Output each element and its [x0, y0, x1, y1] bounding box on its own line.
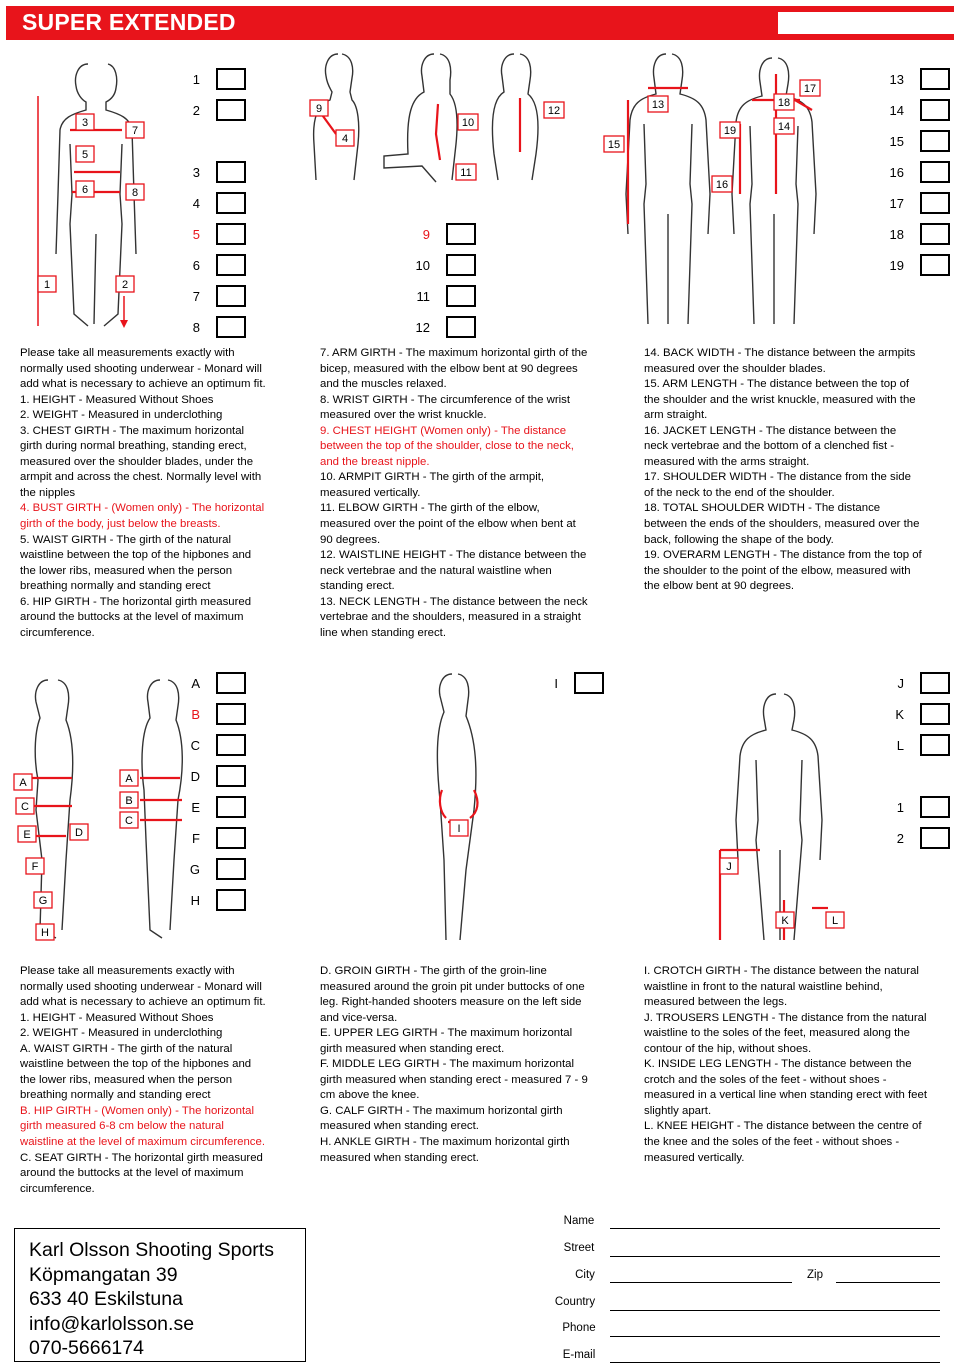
tag-H [36, 924, 54, 940]
measure-label: 7 [192, 289, 200, 304]
svg-text:H: H [41, 927, 49, 939]
text-line: waistline to the soles of the feet, measured along the [644, 1027, 910, 1040]
text-line: F. MIDDLE LEG GIRTH - The maximum horizontal [320, 1058, 575, 1071]
text-line: circumference. [20, 626, 95, 639]
tag-A [14, 774, 32, 790]
text-line: breathing normally and standing erect [20, 580, 211, 593]
measure-label: 15 [889, 134, 904, 149]
text-line: measured over the point of the elbow when bent at [320, 518, 576, 531]
figure-bent-arm [384, 54, 457, 182]
text-line: of the neck to the end of the shoulder. [644, 486, 835, 499]
form-phone-label: Phone [562, 1322, 596, 1334]
address-city: 633 40 Eskilstuna [29, 1288, 183, 1310]
top-text-col2 [320, 346, 588, 641]
text-line: 7. ARM GIRTH - The maximum horizontal girth of the [320, 347, 588, 359]
form-name-field[interactable] [610, 1228, 940, 1229]
measure-label: 2 [192, 103, 200, 118]
text-line: A. WAIST GIRTH - The girth of the natural [20, 1042, 233, 1055]
bottom-fig4-tags [720, 858, 844, 928]
page-title: SUPER EXTENDED [22, 9, 236, 35]
form-street-label: Street [563, 1242, 595, 1254]
svg-text:6: 6 [81, 184, 89, 196]
text-line: measured between the legs. [644, 996, 788, 1009]
address-street: Köpmangatan 39 [29, 1263, 178, 1286]
measure-label: 13 [889, 72, 904, 87]
svg-text:2: 2 [121, 279, 129, 291]
measure-label: 12 [415, 320, 430, 335]
text-line: contour of the hip, without shoes. [644, 1042, 812, 1055]
top-figures [0, 44, 960, 336]
text-line: 90 degrees. [320, 533, 381, 546]
top-fig3-tags [456, 114, 478, 180]
tag-J [720, 858, 738, 874]
text-line: 6. HIP GIRTH - The horizontal girth measured [20, 595, 252, 608]
form-street-field[interactable] [610, 1256, 940, 1257]
text-line: B. HIP GIRTH - (Women only) - The horizontal [20, 1104, 255, 1117]
bottom-text-col2 [320, 964, 588, 1166]
address-company: Karl Olsson Shooting Sports [29, 1239, 274, 1261]
text-line: J. TROUSERS LENGTH - The distance from the natural [644, 1011, 927, 1024]
text-line: normally used shooting underwear - Monard will [20, 362, 262, 375]
text-line: 12. WAISTLINE HEIGHT - The distance between the [320, 549, 587, 562]
svg-text:4: 4 [341, 133, 349, 145]
tag-2 [116, 276, 134, 292]
text-line: measured vertically. [644, 1151, 745, 1164]
svg-text:F: F [31, 861, 39, 873]
tag-C2 [120, 812, 138, 828]
text-line: measured vertically. [320, 486, 421, 499]
text-line: arm straight. [644, 409, 708, 422]
text-line: girth of the body, just below the breasts. [20, 518, 221, 531]
measure-label: 19 [889, 258, 904, 273]
top-fig6-tags [712, 80, 820, 192]
text-line: 10. ARMPIT GIRTH - The girth of the armpit, [320, 471, 545, 484]
svg-text:B: B [125, 795, 133, 807]
svg-text:18: 18 [777, 97, 791, 109]
text-line: and the breast nipple. [320, 455, 430, 468]
text-line: 16. JACKET LENGTH - The distance between the [644, 424, 897, 437]
figure-side-torso [314, 54, 359, 180]
measure-label: K [895, 707, 904, 722]
text-line: D. GROIN GIRTH - The girth of the groin-line [320, 965, 547, 977]
measure-label: C [190, 738, 200, 753]
measure-label: I [554, 676, 558, 691]
text-line: cm above the knee. [320, 1089, 420, 1102]
text-line: 15. ARM LENGTH - The distance between the top of [644, 378, 910, 391]
text-line: waistline at the level of maximum circumference. [20, 1136, 265, 1149]
text-line: waistline in front to the natural waistline behind, [644, 980, 883, 993]
text-line: 2. WEIGHT - Measured in underclothing [20, 409, 223, 422]
top-fig2-tags [310, 100, 354, 146]
text-line: girth during normal breathing, standing erect, [20, 440, 247, 453]
text-line: add what is necessary to achieve an optimum fit. [20, 996, 266, 1009]
text-line: 1. HEIGHT - Measured Without Shoes [20, 393, 214, 406]
form-city-label: City [575, 1269, 595, 1281]
text-line: breathing normally and standing erect [20, 1089, 211, 1102]
measure-label: D [190, 769, 200, 784]
text-line: neck vertebrae and the natural waistline when [320, 564, 552, 577]
tag-E [18, 826, 36, 842]
form-name-label: Name [563, 1215, 595, 1227]
measure-label: E [191, 800, 200, 815]
svg-text:10: 10 [461, 117, 475, 129]
text-line: slightly apart. [644, 1104, 712, 1117]
svg-text:12: 12 [547, 105, 561, 117]
text-line: I. CROTCH GIRTH - The distance between the natural [644, 965, 919, 977]
measure-label: 4 [192, 196, 200, 211]
tag-18 [774, 94, 794, 110]
svg-text:L: L [831, 915, 839, 927]
text-line: girth measured 6-8 cm below the natural [20, 1120, 224, 1133]
svg-text:15: 15 [607, 139, 621, 151]
text-line: leg. Right-handed shooters measure on the left side [320, 996, 582, 1009]
svg-text:9: 9 [315, 103, 323, 115]
text-line: the shoulder to the point of the elbow, measured with [644, 564, 911, 577]
text-line: measured over the shoulder blades. [644, 362, 826, 375]
measure-label: B [191, 707, 200, 722]
tag-6 [76, 181, 94, 197]
top-fig4-tags [544, 102, 564, 118]
text-line: G. CALF GIRTH - The maximum horizontal girth [320, 1104, 563, 1117]
text-line: 17. SHOULDER WIDTH - The distance from the side [644, 471, 911, 484]
svg-text:I: I [457, 823, 461, 835]
measure-label: 5 [192, 227, 200, 242]
form-country-field[interactable] [610, 1310, 940, 1311]
text-line: 4. BUST GIRTH - (Women only) - The horizontal [20, 502, 265, 515]
bottom-text-col3 [644, 964, 927, 1166]
text-line: between the top of the shoulder, close to the neck, [320, 440, 574, 453]
measure-label: F [192, 831, 200, 846]
svg-text:J: J [726, 861, 732, 873]
figure-back-torso [492, 54, 537, 180]
tag-19 [720, 122, 740, 138]
text-line: crotch and the soles of the feet - without shoes - [644, 1073, 887, 1086]
tag-17 [800, 80, 820, 96]
svg-text:17: 17 [803, 83, 817, 95]
measure-label: 14 [889, 103, 904, 118]
measure-label: 2 [896, 831, 904, 846]
bottom-figures [0, 660, 960, 960]
text-line: E. UPPER LEG GIRTH - The maximum horizontal [320, 1027, 573, 1040]
form-email-label: E-mail [562, 1349, 596, 1361]
svg-text:A: A [19, 777, 27, 789]
tag-13 [648, 96, 668, 112]
tag-I [450, 820, 468, 836]
svg-text:5: 5 [81, 149, 89, 161]
svg-text:7: 7 [131, 125, 139, 137]
tag-F [26, 858, 44, 874]
bottom-fig2-tags [120, 770, 138, 828]
text-line: measured with the arms straight. [644, 455, 810, 468]
tag-8 [126, 184, 144, 200]
measure-label: 1 [896, 800, 904, 815]
text-line: the lower ribs, measured when the person [20, 564, 233, 577]
text-line: the elbow bent at 90 degrees. [644, 580, 795, 593]
text-line: girth measured when standing erect. [320, 1042, 505, 1055]
text-line: and the muscles relaxed. [320, 378, 447, 391]
tag-9 [310, 100, 328, 116]
text-line: neck vertebrae and the bottom of a clenched fist - [644, 440, 895, 453]
text-line: between the ends of the shoulders, measured over the [644, 518, 920, 531]
text-line: line when standing erect. [320, 626, 447, 639]
address-box [14, 1228, 306, 1362]
text-line: 3. CHEST GIRTH - The maximum horizontal [20, 424, 245, 437]
text-line: C. SEAT GIRTH - The horizontal girth measured [20, 1151, 263, 1164]
measure-label: 16 [889, 165, 904, 180]
top-fig1-tags [38, 114, 144, 292]
address-lines [29, 1238, 274, 1361]
text-line: the knee and the soles of the feet - without shoes - [644, 1136, 900, 1149]
text-line: 8. WRIST GIRTH - The circumference of the wrist [320, 393, 571, 406]
text-line: bicep, measured with the elbow bent at 90 degrees [320, 362, 578, 375]
svg-text:3: 3 [81, 117, 89, 129]
text-line: 2. WEIGHT - Measured in underclothing [20, 1027, 223, 1040]
form-zip-field[interactable] [836, 1282, 940, 1283]
text-line: add what is necessary to achieve an optimum fit. [20, 378, 266, 391]
measure-label: H [190, 893, 200, 908]
svg-text:C: C [125, 815, 133, 827]
text-line: the nipples [20, 486, 76, 499]
svg-text:E: E [23, 829, 31, 841]
top-text-col3 [644, 346, 922, 595]
form-zip-label: Zip [807, 1269, 823, 1281]
text-line: vertebrae and the shoulders, measured in a straight [320, 611, 581, 624]
text-line: 9. CHEST HEIGHT (Women only) - The distance [320, 424, 567, 437]
bottom-text-col1 [20, 964, 266, 1197]
measure-label: L [896, 738, 904, 753]
tag-D [70, 824, 88, 840]
svg-text:G: G [38, 895, 48, 907]
svg-text:1: 1 [43, 279, 51, 291]
measure-label: 6 [192, 258, 200, 273]
bottom-fig3-tags [450, 820, 468, 836]
form-city-field[interactable] [610, 1282, 792, 1283]
figure-back-full [626, 54, 710, 324]
svg-text:11: 11 [460, 167, 472, 179]
measure-label: 10 [415, 258, 430, 273]
measure-label: 8 [192, 320, 200, 335]
form-phone-field[interactable] [610, 1336, 940, 1337]
svg-text:14: 14 [777, 121, 791, 133]
svg-text:A: A [125, 773, 133, 785]
svg-text:C: C [21, 801, 29, 813]
svg-text:K: K [781, 915, 789, 927]
tag-1 [38, 276, 56, 292]
tag-11 [456, 164, 476, 180]
tag-K [776, 912, 794, 928]
tag-G [34, 892, 52, 908]
text-line: 18. TOTAL SHOULDER WIDTH - The distance [644, 502, 881, 515]
measure-label: 11 [416, 289, 430, 304]
tag-14 [774, 118, 794, 134]
text-line: girth measured when standing erect - measured 7 - 9 [320, 1073, 588, 1086]
text-line: Please take all measurements exactly with [20, 965, 235, 977]
text-line: the shoulder and the wrist knuckle, measured with the [644, 393, 916, 406]
text-line: 19. OVERARM LENGTH - The distance from the top of [644, 549, 922, 562]
text-line: circumference. [20, 1182, 95, 1195]
figure-woman-side [140, 680, 182, 938]
figure-front-legs [720, 694, 828, 940]
text-line: L. KNEE HEIGHT - The distance between the centre of [644, 1120, 922, 1133]
text-line: measured around the groin pit under buttocks of one [320, 980, 585, 993]
svg-text:19: 19 [723, 125, 737, 137]
measure-label: G [189, 862, 200, 877]
svg-text:16: 16 [715, 179, 729, 191]
svg-text:13: 13 [651, 99, 665, 111]
text-line: H. ANKLE GIRTH - The maximum horizontal girth [320, 1136, 570, 1149]
tag-C [16, 798, 34, 814]
tag-A2 [120, 770, 138, 786]
header-order-field[interactable] [778, 12, 954, 34]
text-line: 11. ELBOW GIRTH - The girth of the elbow, [320, 502, 540, 515]
text-line: around the buttocks at the level of maximum [20, 611, 244, 624]
text-line: waistline between the top of the hipbones and [20, 1058, 252, 1071]
tag-4 [336, 130, 354, 146]
text-line: 1. HEIGHT - Measured Without Shoes [20, 1011, 214, 1024]
tag-L [826, 912, 844, 928]
measure-label: 1 [192, 72, 200, 87]
tag-10 [458, 114, 478, 130]
text-line: Please take all measurements exactly with [20, 347, 235, 359]
svg-text:8: 8 [131, 187, 139, 199]
text-line: around the buttocks at the level of maximum [20, 1167, 244, 1180]
tag-16 [712, 176, 732, 192]
text-line: measured when standing erect. [320, 1120, 479, 1133]
form-email-field[interactable] [610, 1362, 940, 1363]
tag-15 [604, 136, 624, 152]
text-line: measured when standing erect. [320, 1151, 479, 1164]
measure-label: 17 [889, 196, 904, 211]
svg-text:D: D [75, 827, 83, 839]
tag-3 [76, 114, 94, 130]
measure-label: 9 [422, 227, 430, 242]
text-line: measured over the shoulder blades, under the [20, 455, 254, 468]
text-line: 13. NECK LENGTH - The distance between the neck [320, 595, 588, 608]
tag-12 [544, 102, 564, 118]
text-line: K. INSIDE LEG LENGTH - The distance between the [644, 1058, 912, 1071]
bottom-fig1-tags [14, 774, 88, 940]
tag-5 [76, 146, 94, 162]
tag-7 [126, 122, 144, 138]
address-email: info@karlolsson.se [29, 1312, 195, 1335]
text-line: normally used shooting underwear - Monard will [20, 980, 262, 993]
measure-label: 18 [889, 227, 904, 242]
text-line: 5. WAIST GIRTH - The girth of the natural [20, 533, 232, 546]
text-line: and vice-versa. [320, 1011, 398, 1024]
text-line: standing erect. [320, 580, 395, 593]
text-line: back, following the shape of the body. [644, 533, 834, 546]
text-line: measured in a vertical line when standing erect with feet [644, 1089, 928, 1102]
top-text-col1 [20, 346, 266, 641]
text-line: armpit and across the chest. Normally level with [20, 471, 262, 484]
form-country-label: Country [554, 1296, 596, 1308]
text-line: the lower ribs, measured when the person [20, 1073, 233, 1086]
measure-label: 3 [192, 165, 200, 180]
text-line: 14. BACK WIDTH - The distance between the armpits [644, 347, 916, 359]
address-phone: 070-5666174 [29, 1337, 144, 1359]
text-line: measured over the wrist knuckle. [320, 409, 487, 422]
measure-label: J [897, 676, 904, 691]
measure-label: A [191, 676, 200, 691]
figure-side-crotch [437, 674, 477, 940]
tag-B2 [120, 792, 138, 808]
text-line: waistline between the top of the hipbones and [20, 549, 252, 562]
